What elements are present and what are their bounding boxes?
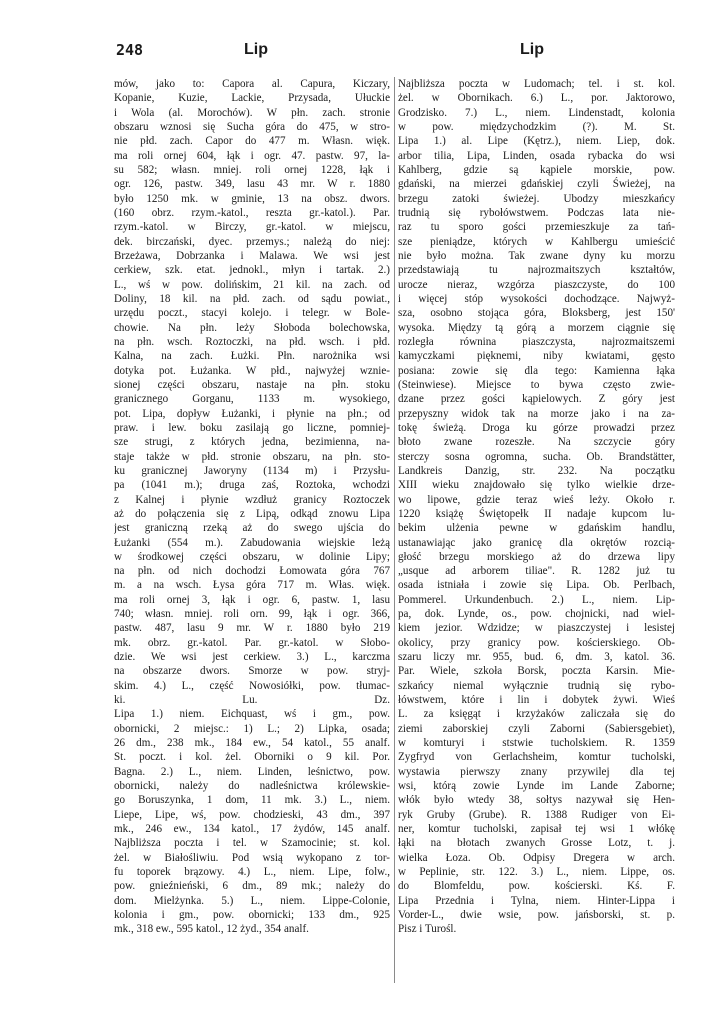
text-line: błoto zwane rozeszłe. Na szczycie góry — [398, 436, 675, 449]
text-line: pow. gnieźnieński, 6 dm., 89 mk.; należy do — [114, 880, 390, 893]
text-line: w komturyi i ststwie tucholskiem. R. 1359 — [398, 737, 675, 750]
text-line: mów, jako to: Capora al. Capura, Kiczary, — [114, 78, 390, 90]
text-line: sze pieniądze, których w Kahlbergu umieścić — [398, 235, 675, 248]
text-line: w środkowej części obszaru, w dolinie Lipy; — [114, 550, 390, 563]
text-line: na płn. wsch. Roztoczki, na płd. wsch. i płd. — [114, 335, 390, 348]
text-line: żel. w Obornikach. 6.) L., por. Jaktorowo, — [398, 92, 675, 105]
text-line: pastw. 487, lasu 9 mr. W r. 1880 było 219 — [114, 622, 390, 635]
text-line: trudnią się rybołówstwem. Podczas lata nie- — [398, 206, 675, 219]
text-line: dotyka pot. Łużanka. W płd., najwyżej wznie- — [114, 364, 390, 377]
text-line: obornicki, należy do nadleśnictwa królewskie- — [114, 780, 390, 793]
text-line: ma roli ornej 3, łąk i ogr. 6, pastw. 1, lasu — [114, 593, 390, 606]
text-line: urzędu poczt., stacyi kolejo. i telegr. w Bole- — [114, 307, 390, 320]
text-line: urocze nieraz, wzgórza piaszczyste, do 100 — [398, 278, 675, 291]
text-line: obornicki, 2 miejsc.: 1) L.; 2) Lipka, osada; — [114, 722, 390, 735]
text-line: wystawia pierwszy znany przywilej dla tej — [398, 765, 675, 778]
text-line: z Kalnej i płynie wzdłuż granicy Roztoczek — [114, 493, 390, 506]
text-line: nie było można. Tak zwane dyny ku morzu — [398, 249, 675, 262]
text-line: rozległa równina piaszczysta, najrozmaitszemi — [398, 335, 675, 348]
text-line: Grodzisko. 7.) L., niem. Lindenstadt, kolonia — [398, 106, 675, 119]
text-line: go Boruszynka, 1 dom, 11 mk. 3.) L., niem. — [114, 794, 390, 807]
text-line: i więcej stóp wysokości dochodzące. Najwyż- — [398, 292, 675, 305]
text-line: sza, osobno stojąca góra, Bloksberg, jest 150' — [398, 307, 675, 320]
text-line: wysoka. Między tą górą a morzem ciągnie się — [398, 321, 675, 334]
text-line: granicznego Gorganu, 1133 m. wysokiego, — [114, 393, 390, 406]
text-line: mk. obrz. gr.-katol. Par. gr.-katol. w Słobo- — [114, 636, 390, 649]
text-line: dzie. We wsi jest cerkiew. 3.) L., karczma — [114, 651, 390, 664]
text-line: mk., 246 ew., 134 katol., 17 żydów, 145 analf. — [114, 823, 390, 836]
text-line: kamyczkami pięknemi, niby kwiatami, gęsto — [398, 350, 675, 363]
text-line: wo lipowe, gdzie teraz wieś leży. Około r. — [398, 493, 675, 506]
text-line: Pommerel. Urkundenbuch. 2.) L., niem. Lip- — [398, 593, 675, 606]
text-line: przepyszny widok tak na morze jako i na za- — [398, 407, 675, 420]
text-line: na płn. od nich dochodzi Łomowata góra 767 — [114, 565, 390, 578]
text-line: na obszarze dwors. Smorze w pow. stryj- — [114, 665, 390, 678]
text-line: 740; własn. mniej. roli orn. 99, łąk i ogr. 366, — [114, 608, 390, 621]
text-line: ziemi zaborskiej czyli Zaborni (Sabiersgebiet), — [398, 722, 675, 735]
text-line: rzym.-katol. w Birczy, gr.-katol. w miejscu, — [114, 221, 390, 234]
text-line: ogr. 126, pastw. 349, lasu 43 mr. W r. 1880 — [114, 178, 390, 191]
text-line: było 1250 mk. w gminie, 13 na obsz. dwors. — [114, 192, 390, 205]
text-line: Kopanie, Kuzie, Lackie, Przysada, Ułuckie — [114, 92, 390, 105]
header-title-left: Lip — [244, 41, 268, 58]
text-line: Kalna, na zach. Łużki. Płn. narożnika wsi — [114, 350, 390, 363]
text-line: cerkiew, szk. etat. jednokl., młyn i tartak. 2.) — [114, 264, 390, 277]
text-line: szkańcy niemal wyłącznie trudnią się rybo- — [398, 679, 675, 692]
text-line: kolonia i gm., pow. obornicki; 133 dm., 925 — [114, 909, 390, 922]
text-line: brzegu zatoki świeżej. Ubodzy mieszkańcy — [398, 192, 675, 205]
text-line: Vorder-L., dwie wsie, pow. jańsborski, st. p. — [398, 909, 675, 922]
text-line: posiana: zowie się dla tego: Kamienna łąka — [398, 364, 675, 377]
text-line: Liepe, Lipe, wś, pow. chodzieski, 43 dm., 397 — [114, 808, 390, 821]
text-line: dzane przez gości kąpielowych. Z góry jest — [398, 393, 675, 406]
text-line: żel. w Białośliwiu. Pod wsią wykopano z tor- — [114, 851, 390, 864]
text-line: pa (1041 m.); druga zaś, Roztoka, wchodzi — [114, 479, 390, 492]
running-header — [0, 41, 720, 63]
text-line: łąki na błotach zwanych Grosse Lotz, t. j. — [398, 837, 675, 850]
text-line: (Steinwiese). Miejsce to bywa często zwie- — [398, 378, 675, 391]
text-line: i Wola (al. Morochów). W płn. zach. stronie — [114, 106, 390, 119]
text-line: ner, komtur tucholski, zapisał tej wsi 1 włókę — [398, 823, 675, 836]
text-line: „usque ad arborem tiliae". R. 1282 już tu — [398, 565, 675, 578]
text-line: ryk Gruby (Grube). R. 1388 Rudiger von Ei- — [398, 808, 675, 821]
text-line: (160 obrz. rzym.-katol., reszta gr.-katol.). Par. — [114, 206, 390, 219]
text-line: Lipa Przednia i Tylna, niem. Hinter-Lippa i — [398, 894, 675, 907]
text-line: fu toporek brązowy. 4.) L., niem. Lipe, folw., — [114, 866, 390, 879]
text-line: St. poczt. i kol. żel. Oborniki o 9 kil. Por. — [114, 751, 390, 764]
right-column — [398, 77, 675, 937]
text-line: m. a na wsch. Łysa góra 717 m. Włas. więk. — [114, 579, 390, 592]
text-line: ustanawiając jako granicę dla okrętów rozcią- — [398, 536, 675, 549]
text-line: kiem jezior. Wdzidze; w piaszczystej i lesistej — [398, 622, 675, 635]
text-line: raz tu sporo gości przemieszkuje za tań- — [398, 221, 675, 234]
text-line: sterczy sosna ogromna, sucha. Ob. Brandstätter, — [398, 450, 675, 463]
text-line: wielka Łoza. Ob. Odpisy Dregera w arch. — [398, 851, 675, 864]
text-line: 1220 książę Świętopełk II nadaje kupcom lu- — [398, 507, 675, 520]
page-number: 248 — [116, 41, 144, 59]
text-line: Zygfryd von Gerlachsheim, komtur tucholski, — [398, 751, 675, 764]
column-divider — [394, 77, 395, 983]
text-line: L. za księgąt i krzyżaków zaliczała się do — [398, 708, 675, 721]
text-line: mk., 318 ew., 595 katol., 12 żyd., 354 analf. — [114, 923, 309, 936]
text-line: 26 dm., 238 mk., 184 ew., 54 katol., 55 analf. — [114, 737, 390, 750]
text-line: Lipa 1.) niem. Eichquast, wś i gm., pow. — [114, 708, 390, 721]
text-line: Lipa 1.) al. Lipe (Kętrz.), niem. Liep, dok. — [398, 135, 675, 148]
text-line: nie płd. zach. Capor do 477 m. Własn. więk. — [114, 135, 390, 148]
text-line: Brzeżawa, Dobrzanka i Malawa. We wsi jest — [114, 249, 390, 262]
text-line: Landkreis Danzig, str. 232. Na początku — [398, 464, 675, 477]
text-line: L., wś w pow. dolińskim, 21 kil. na zach. od — [114, 278, 390, 291]
text-line: łówstwem, które i lin i dobytek żywi. Wieś — [398, 694, 675, 707]
text-line: su 582; własn. mniej. roli ornej 1228, łąk i — [114, 163, 390, 176]
text-line: Pisz i Turośl. — [398, 923, 457, 936]
text-line: dek. birczański, dyec. przemys.; należą do niej: — [114, 235, 390, 248]
text-line: pa, dok. Lynde, os., pow. chojnicki, nad wiel- — [398, 608, 675, 621]
left-column — [114, 77, 390, 937]
text-line: Kahlberg, gdzie są kąpiele morskie, pow. — [398, 163, 675, 176]
text-line: włók było wtedy 38, sołtys nazywał się Hen- — [398, 794, 675, 807]
text-line: osada istniała i zowie się Lipa. Ob. Perlbach, — [398, 579, 675, 592]
text-line: ku granicznej Jaworyny (1134 m) i Przysłu- — [114, 464, 390, 477]
text-line: jest graniczną rzeką aż do swego ujścia do — [114, 522, 390, 535]
text-line: skim. 4.) L., część Nowosiółki, pow. tłumac- — [114, 679, 390, 692]
text-line: ki. Lu. Dz. — [114, 694, 390, 707]
text-line: dom. Mielżynka. 5.) L., niem. Lippe-Colonie, — [114, 894, 390, 907]
text-line: w pow. międzychodzkim (?). M. St. — [398, 120, 675, 133]
text-line: szaru liczy mr. 955, bud. 6, dm. 3, katol. 36. — [398, 651, 675, 664]
text-line: pot. Lipa, dopływ Łużanki, i płynie na płn.; od — [114, 407, 390, 420]
text-line: głość brzegu morskiego aż do drzewa lipy — [398, 550, 675, 563]
text-line: okolicy, przy granicy pow. kościerskiego. Ob- — [398, 636, 675, 649]
text-line: sze strugi, z których jedna, bezimienna, na- — [114, 436, 390, 449]
text-line: bekim ulżenia pewne w gdańskim handlu, — [398, 522, 675, 535]
text-line: wsi, którą zowie Lynde im Lande Zaborne; — [398, 780, 675, 793]
text-line: Doliny, 18 kil. na płd. zach. od sądu powiat., — [114, 292, 390, 305]
text-line: Najbliższa poczta i tel. w Szamocinie; st. kol. — [114, 837, 390, 850]
text-line: ma roli ornej 604, łąk i ogr. 47. pastw. 97, la- — [114, 149, 390, 162]
text-line: sionej części obszaru, nastaje na płn. stoku — [114, 378, 390, 391]
text-line: arbor tilia, Lipa, Linden, osada rybacka do wsi — [398, 149, 675, 162]
text-line: staje także w płd. stronie obszaru, na płn. sto- — [114, 450, 390, 463]
text-line: Łużanki (554 m.). Zabudowania wiejskie leżą — [114, 536, 390, 549]
header-title-right: Lip — [520, 41, 544, 58]
text-line: tokę świeżą. Droga ku górze prowadzi przez — [398, 421, 675, 434]
text-line: przedstawiają tu najrozmaitszych kształtów, — [398, 264, 675, 277]
text-line: chowie. Na płn. leży Słoboda bolechowska, — [114, 321, 390, 334]
text-line: obszaru wznosi się Sucha góra do 475, w stro- — [114, 120, 390, 133]
text-line: Par. Wiele, szkoła Borsk, poczta Karsin. Mie- — [398, 665, 675, 678]
text-line: do Blomfeldu, pow. kościerski. Kś. F. — [398, 880, 675, 893]
text-line: Bagna. 2.) L., niem. Linden, leśnictwo, pow. — [114, 765, 390, 778]
text-line: praw. i lew. boku zasilają go liczne, pomniej- — [114, 421, 390, 434]
text-line: gdański, na mierzei gdańskiej czyli Świeżej, na — [398, 178, 675, 191]
text-line: XIII wieku znajdowało się tylko wielkie drze- — [398, 479, 675, 492]
text-line: Najbliższa poczta w Ludomach; tel. i st. kol. — [398, 78, 675, 90]
text-line: aż do połączenia się z Lipą, odkąd znowu Lipa — [114, 507, 390, 520]
text-line: w Peplinie, str. 122. 3.) L., niem. Lippe, os. — [398, 866, 675, 879]
